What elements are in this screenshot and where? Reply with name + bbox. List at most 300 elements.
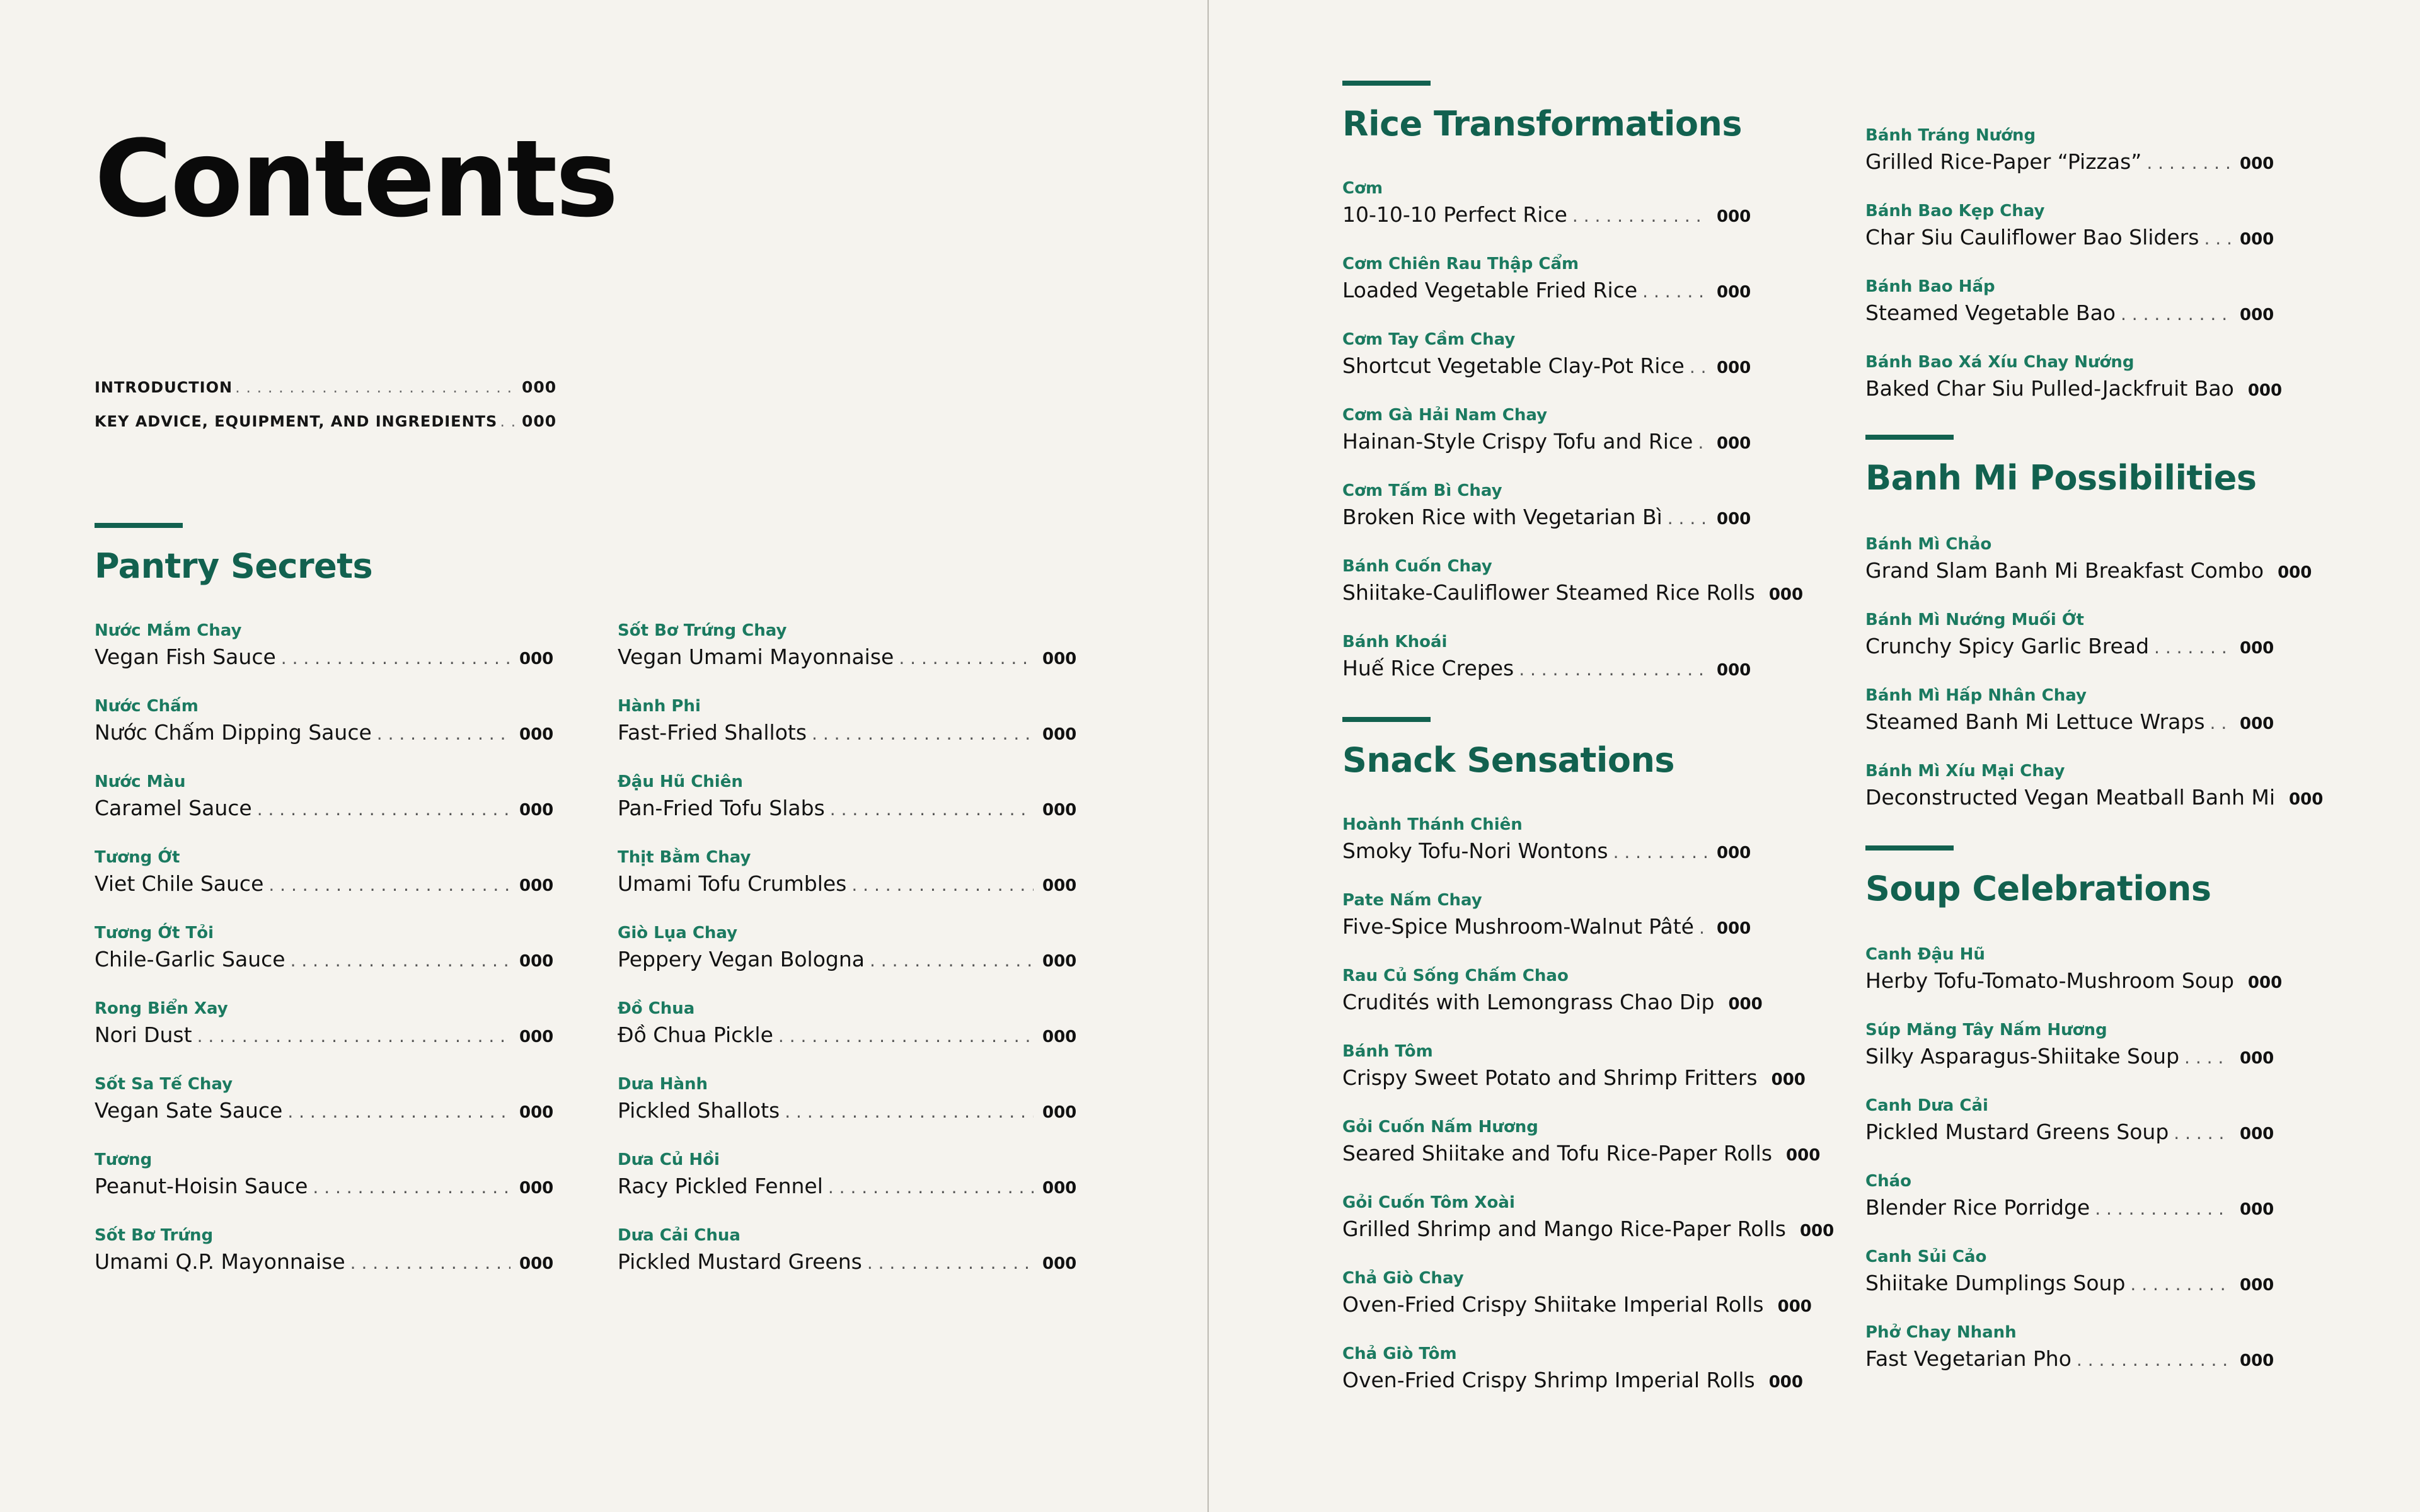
toc-entry[interactable] (618, 1148, 1076, 1223)
page-number: 000 (1717, 358, 1751, 377)
entry-line (1342, 201, 1751, 229)
toc-entry[interactable] (95, 921, 553, 997)
entry-line (1342, 1215, 1835, 1244)
dot-leader (350, 1251, 510, 1275)
toc-entry[interactable] (618, 997, 1076, 1072)
page-number: 000 (1042, 725, 1077, 744)
toc-entry[interactable] (1342, 1115, 1821, 1191)
vietnamese-title: Bánh Bao Kẹp Chay (1865, 202, 2045, 220)
entry-line (1342, 277, 1751, 305)
dot-leader (867, 1251, 1034, 1275)
entry-line (1865, 148, 2274, 176)
section-rule (1342, 717, 1431, 722)
dot-leader (268, 873, 510, 897)
section-soup-celebrations (1865, 845, 2211, 908)
english-title: Huế Rice Crepes (1342, 656, 1514, 680)
vietnamese-title: Hoành Thánh Chiên (1342, 815, 1523, 834)
page-number: 000 (2240, 714, 2274, 733)
toc-entry[interactable] (1342, 813, 1751, 888)
vietnamese-title: Canh Sủi Cảo (1865, 1247, 1987, 1266)
vietnamese-title: Canh Dưa Cải (1865, 1096, 1988, 1115)
dot-leader (830, 798, 1034, 822)
section-title: Snack Sensations (1342, 740, 1675, 780)
entry-line (618, 719, 1076, 747)
english-title: Vegan Fish Sauce (95, 644, 276, 669)
vietnamese-title: Cơm Gà Hải Nam Chay (1342, 406, 1548, 425)
english-title: Smoky Tofu-Nori Wontons (1342, 839, 1608, 863)
entry-line (95, 946, 553, 974)
vietnamese-title: Bánh Mì Nướng Muối Ớt (1865, 610, 2084, 629)
page-number: 000 (519, 876, 554, 895)
page-number: 000 (2240, 1125, 2274, 1143)
dot-leader (828, 1176, 1034, 1200)
toc-entry[interactable] (95, 1072, 553, 1148)
section-title: Pantry Secrets (95, 546, 373, 586)
page-number: 000 (1717, 844, 1751, 862)
section-rule (1865, 435, 1954, 440)
page-number: 000 (519, 1028, 554, 1046)
page-number: 000 (2240, 230, 2274, 249)
toc-entry[interactable] (618, 921, 1076, 997)
entry-line (95, 1248, 553, 1276)
english-title: Umami Q.P. Mayonnaise (95, 1249, 345, 1274)
vietnamese-title: Rau Củ Sống Chấm Chao (1342, 966, 1569, 985)
entry-line (1865, 1118, 2274, 1147)
entry-line (618, 1021, 1076, 1050)
toc-entry[interactable] (618, 694, 1076, 770)
page-number: 000 (2247, 381, 2283, 400)
section-title: Rice Transformations (1342, 104, 1743, 144)
page-number: 000 (1771, 1070, 1806, 1089)
toc-entry[interactable] (1342, 964, 1763, 1040)
english-title: Hainan-Style Crispy Tofu and Rice (1342, 429, 1693, 454)
toc-entry[interactable] (1865, 532, 2312, 608)
english-title: Peanut-Hoisin Sauce (95, 1174, 308, 1198)
dot-leader (2095, 1197, 2231, 1221)
entry-line (618, 1172, 1076, 1201)
english-title: Char Siu Cauliflower Bao Sliders (1865, 225, 2199, 249)
english-title: Peppery Vegan Bologna (618, 947, 865, 971)
vietnamese-title: Cơm (1342, 179, 1383, 198)
entry-line (1342, 988, 1763, 1017)
dot-leader (2146, 151, 2231, 175)
dot-leader (287, 1100, 510, 1124)
toc-entry[interactable] (1865, 350, 2283, 426)
page-number: 000 (1799, 1222, 1835, 1240)
english-title: Pan-Fried Tofu Slabs (618, 796, 825, 820)
vietnamese-title: Bánh Bao Hấp (1865, 277, 1995, 296)
entry-line (1865, 1345, 2274, 1373)
toc-entry[interactable] (1865, 942, 2283, 1018)
vietnamese-title: Sốt Sa Tế Chay (95, 1075, 233, 1094)
toc-entry[interactable] (1342, 252, 1751, 328)
english-title: Pickled Mustard Greens Soup (1865, 1120, 2169, 1144)
vietnamese-title: Gỏi Cuốn Tôm Xoài (1342, 1193, 1515, 1212)
english-title: Đồ Chua Pickle (618, 1022, 773, 1047)
toc-entry[interactable] (1342, 888, 1751, 964)
page-number: 000 (1728, 995, 1763, 1014)
dot-leader (291, 949, 510, 973)
english-title: Five-Spice Mushroom-Walnut Pâté (1342, 914, 1694, 939)
english-title: Umami Tofu Crumbles (618, 871, 847, 896)
vietnamese-title: Sốt Bơ Trứng Chay (618, 621, 787, 640)
vietnamese-title: Bánh Bao Xá Xíu Chay Nướng (1865, 353, 2135, 372)
pantry-column-2 (618, 619, 1076, 1299)
english-title: Herby Tofu-Tomato-Mushroom Soup (1865, 968, 2234, 993)
dot-leader (1698, 431, 1708, 455)
page-number: 000 (1042, 650, 1077, 668)
entry-line (1342, 579, 1804, 607)
toc-entry[interactable] (618, 619, 1076, 694)
toc-entry[interactable] (618, 1223, 1076, 1299)
english-title: Fast Vegetarian Pho (1865, 1346, 2071, 1371)
entry-line (1865, 784, 2324, 812)
section-banh-mi-possibilities (1865, 435, 2257, 498)
english-title: Crunchy Spicy Garlic Bread (1865, 634, 2150, 658)
page-number: 000 (519, 1179, 554, 1198)
entry-line (95, 719, 553, 747)
page-number: 000 (519, 650, 554, 668)
page-number: 000 (519, 1103, 554, 1122)
toc-entry[interactable] (618, 1072, 1076, 1148)
section-title: Soup Celebrations (1865, 869, 2211, 908)
entry-line (1865, 557, 2312, 585)
dot-leader (2210, 711, 2231, 735)
entry-line (1865, 299, 2274, 328)
vietnamese-title: Chả Giò Tôm (1342, 1344, 1457, 1363)
page-number: 000 (1042, 1028, 1077, 1046)
entry-line (1342, 1366, 1803, 1395)
vietnamese-title: Pate Nấm Chay (1342, 891, 1482, 910)
entry-line (618, 946, 1076, 974)
english-title: Caramel Sauce (95, 796, 252, 820)
english-title: Racy Pickled Fennel (618, 1174, 823, 1198)
vietnamese-title: Phở Chay Nhanh (1865, 1323, 2017, 1342)
entry-line (618, 1248, 1076, 1276)
toc-entry[interactable] (95, 619, 553, 694)
page-number: 000 (519, 952, 554, 971)
page-number: 000 (1777, 1297, 1812, 1316)
dot-leader (1699, 916, 1708, 940)
vietnamese-title: Gỏi Cuốn Nấm Hương (1342, 1118, 1538, 1137)
dot-leader (899, 646, 1034, 670)
dot-leader (377, 722, 510, 746)
dot-leader (1690, 355, 1708, 379)
page-number: 000 (1768, 585, 1804, 604)
page-number: 000 (1786, 1146, 1821, 1165)
toc-entry[interactable] (95, 1223, 553, 1299)
section-rule (1342, 81, 1431, 86)
dot-leader (2204, 227, 2231, 251)
pantry-column-1 (95, 619, 553, 1299)
page-number: 000 (1717, 661, 1751, 680)
dot-leader (851, 873, 1034, 897)
entry-line (95, 1172, 553, 1201)
english-title: Baked Char Siu Pulled-Jackfruit Bao (1865, 376, 2234, 401)
entry-line (95, 794, 553, 823)
toc-entry[interactable] (1865, 759, 2324, 835)
dot-leader (197, 1024, 510, 1048)
english-title: Steamed Banh Mi Lettuce Wraps (1865, 709, 2205, 734)
page-number: 000 (522, 412, 557, 430)
vietnamese-title: Cơm Tấm Bì Chay (1342, 481, 1502, 500)
english-title: Vegan Sate Sauce (95, 1098, 283, 1123)
vietnamese-title: Tương Ớt Tỏi (95, 924, 214, 942)
toc-entry[interactable] (95, 845, 553, 921)
page-number: 000 (1042, 1103, 1077, 1122)
page-number: 000 (1717, 919, 1751, 938)
section-rule (1865, 845, 1954, 850)
front-matter-label: INTRODUCTION (95, 379, 233, 396)
english-title: Grilled Rice-Paper “Pizzas” (1865, 149, 2142, 174)
entry-line (1342, 428, 1751, 456)
toc-entry[interactable] (1342, 403, 1751, 479)
entry-line (618, 870, 1076, 898)
toc-entry[interactable] (1342, 554, 1804, 630)
english-title: Deconstructed Vegan Meatball Banh Mi (1865, 785, 2276, 810)
dot-leader (257, 798, 510, 822)
dot-leader (2130, 1273, 2231, 1297)
right-page (1210, 0, 2420, 1512)
dot-leader (1572, 204, 1708, 228)
vietnamese-title: Giò Lụa Chay (618, 924, 738, 942)
contents-title: Contents (95, 117, 617, 241)
dot-leader (2121, 302, 2231, 326)
soup-entries (1865, 942, 2283, 1396)
entry-line (1342, 1064, 1806, 1092)
english-title: Crispy Sweet Potato and Shrimp Fritters (1342, 1065, 1758, 1090)
toc-entry[interactable] (1865, 123, 2274, 199)
entry-line (95, 870, 553, 898)
page-number: 000 (519, 1254, 554, 1273)
vietnamese-title: Dưa Củ Hồi (618, 1150, 720, 1169)
entry-line (1865, 967, 2283, 995)
dot-leader (281, 646, 510, 670)
page-number: 000 (2247, 973, 2283, 992)
vietnamese-title: Nước Mắm Chay (95, 621, 242, 640)
vietnamese-title: Thịt Bằm Chay (618, 848, 751, 867)
vietnamese-title: Canh Đậu Hũ (1865, 945, 1985, 964)
page-number: 000 (519, 801, 554, 820)
entry-line (1342, 1291, 1812, 1319)
page-number: 000 (1042, 801, 1077, 820)
entry-line (95, 643, 553, 672)
vietnamese-title: Nước Màu (95, 772, 186, 791)
english-title: Fast-Fried Shallots (618, 720, 807, 745)
banh-entries (1865, 123, 2283, 426)
toc-entry[interactable] (1342, 176, 1751, 252)
dot-leader (870, 949, 1034, 973)
vietnamese-title: Tương (95, 1150, 153, 1169)
entry-line (1865, 375, 2283, 403)
toc-entry[interactable] (1342, 479, 1751, 554)
vietnamese-title: Hành Phi (618, 697, 701, 716)
english-title: Blender Rice Porridge (1865, 1195, 2090, 1220)
toc-entry[interactable] (1865, 199, 2274, 275)
vietnamese-title: Rong Biển Xay (95, 999, 228, 1018)
english-title: Vegan Umami Mayonnaise (618, 644, 894, 669)
dot-leader (1642, 280, 1708, 304)
vietnamese-title: Bánh Tôm (1342, 1042, 1433, 1061)
vietnamese-title: Tương Ớt (95, 848, 180, 867)
english-title: Nori Dust (95, 1022, 192, 1047)
english-title: Broken Rice with Vegetarian Bì (1342, 505, 1662, 529)
page-number: 000 (522, 378, 557, 396)
english-title: 10-10-10 Perfect Rice (1342, 202, 1567, 227)
entry-line (1865, 1043, 2274, 1071)
dot-leader (1613, 840, 1708, 864)
vietnamese-title: Bánh Mì Xíu Mại Chay (1865, 762, 2065, 781)
entry-line (1865, 1269, 2274, 1298)
toc-entry[interactable] (95, 694, 553, 770)
front-matter-list (95, 378, 555, 446)
english-title: Chile-Garlic Sauce (95, 947, 285, 971)
page-number: 000 (1717, 283, 1751, 302)
toc-entry[interactable] (1342, 328, 1751, 403)
toc-entry[interactable] (618, 845, 1076, 921)
english-title: Steamed Vegetable Bao (1865, 301, 2116, 325)
dot-leader (2154, 636, 2231, 660)
entry-line (618, 643, 1076, 672)
english-title: Oven-Fried Crispy Shiitake Imperial Rolls (1342, 1292, 1764, 1317)
entry-line (95, 1097, 553, 1125)
toc-entry[interactable] (95, 770, 553, 845)
vietnamese-title: Bánh Mì Hấp Nhân Chay (1865, 686, 2087, 705)
page-number: 000 (1717, 434, 1751, 453)
page-number: 000 (2240, 1351, 2274, 1370)
toc-entry[interactable] (1865, 608, 2274, 684)
snack-entries (1342, 813, 1835, 1418)
front-matter-label: KEY ADVICE, EQUIPMENT, AND INGREDIENTS (95, 413, 498, 430)
page-number: 000 (1717, 207, 1751, 226)
page-number: 000 (2240, 1200, 2274, 1219)
vietnamese-title: Bánh Khoái (1342, 633, 1448, 651)
english-title: Grand Slam Banh Mi Breakfast Combo (1865, 558, 2264, 583)
english-title: Shiitake Dumplings Soup (1865, 1271, 2126, 1295)
toc-entry[interactable] (1865, 275, 2274, 350)
vietnamese-title: Bánh Tráng Nướng (1865, 126, 2036, 145)
english-title: Nước Chấm Dipping Sauce (95, 720, 372, 745)
section-pantry-secrets (95, 523, 372, 586)
toc-entry[interactable] (95, 997, 553, 1072)
toc-entry[interactable] (1865, 1245, 2274, 1320)
entry-line (1865, 1194, 2274, 1222)
entry-line (1342, 837, 1751, 866)
toc-entry[interactable] (1865, 1094, 2274, 1169)
entry-line (1342, 503, 1751, 532)
dot-leader (2077, 1348, 2231, 1372)
vietnamese-title: Dưa Hành (618, 1075, 708, 1094)
vietnamese-title: Súp Măng Tây Nấm Hương (1865, 1021, 2107, 1040)
entry-line (1865, 633, 2274, 661)
dot-leader (785, 1100, 1034, 1124)
dot-leader (1519, 658, 1708, 682)
english-title: Seared Shiitake and Tofu Rice-Paper Rolls (1342, 1141, 1773, 1166)
page-number: 000 (2240, 154, 2274, 173)
english-title: Silky Asparagus-Shiitake Soup (1865, 1044, 2180, 1068)
vietnamese-title: Cơm Tay Cầm Chay (1342, 330, 1516, 349)
front-matter-row[interactable] (95, 412, 555, 446)
dot-leader (812, 722, 1034, 746)
toc-entry[interactable] (1342, 1342, 1803, 1418)
section-rice-transformations (1342, 81, 1742, 144)
entry-line (1342, 655, 1751, 683)
page-number: 000 (2240, 1049, 2274, 1068)
vietnamese-title: Bánh Mì Chảo (1865, 535, 1992, 554)
english-title: Oven-Fried Crispy Shrimp Imperial Rolls (1342, 1368, 1755, 1392)
page-number: 000 (1717, 510, 1751, 529)
toc-entry[interactable] (1865, 684, 2274, 759)
english-title: Viet Chile Sauce (95, 871, 264, 896)
banh-mi-entries (1865, 532, 2324, 835)
english-title: Pickled Mustard Greens (618, 1249, 862, 1274)
toc-entry[interactable] (1865, 1018, 2274, 1094)
page-number: 000 (1042, 1179, 1077, 1198)
vietnamese-title: Sốt Bơ Trứng (95, 1226, 214, 1245)
toc-entry[interactable] (1865, 1169, 2274, 1245)
english-title: Grilled Shrimp and Mango Rice-Paper Rolls (1342, 1217, 1786, 1241)
page-number: 000 (2240, 639, 2274, 658)
entry-line (618, 794, 1076, 823)
english-title: Crudités with Lemongrass Chao Dip (1342, 990, 1715, 1014)
entry-line (1865, 224, 2274, 252)
dot-leader (2174, 1121, 2231, 1145)
page-number: 000 (1768, 1373, 1803, 1392)
toc-entry[interactable] (1865, 1320, 2274, 1396)
vietnamese-title: Dưa Cải Chua (618, 1226, 740, 1245)
toc-entry[interactable] (1342, 1191, 1835, 1266)
entry-line (1342, 352, 1751, 381)
entry-line (1342, 913, 1751, 941)
rice-entries (1342, 176, 1804, 706)
vietnamese-title: Đồ Chua (618, 999, 695, 1018)
dot-leader (235, 379, 514, 396)
toc-entry[interactable] (618, 770, 1076, 845)
vietnamese-title: Đậu Hũ Chiên (618, 772, 743, 791)
page-number: 000 (2240, 1276, 2274, 1295)
dot-leader (778, 1024, 1034, 1048)
vietnamese-title: Chả Giò Chay (1342, 1269, 1464, 1288)
page-number: 000 (2289, 790, 2324, 809)
entry-line (95, 1021, 553, 1050)
page-number: 000 (1042, 876, 1077, 895)
page-number: 000 (2278, 563, 2312, 582)
dot-leader (500, 413, 514, 430)
entry-line (1342, 1140, 1821, 1168)
section-rule (95, 523, 183, 528)
toc-entry[interactable] (1342, 1266, 1812, 1342)
english-title: Shiitake-Cauliflower Steamed Rice Rolls (1342, 580, 1755, 605)
english-title: Loaded Vegetable Fried Rice (1342, 278, 1638, 302)
vietnamese-title: Cơm Chiên Rau Thập Cẩm (1342, 255, 1579, 273)
toc-entry[interactable] (1342, 630, 1751, 706)
section-snack-sensations (1342, 717, 1674, 780)
vietnamese-title: Cháo (1865, 1172, 1911, 1191)
page-number: 000 (519, 725, 554, 744)
entry-line (1865, 708, 2274, 736)
front-matter-row[interactable] (95, 378, 555, 412)
toc-entry[interactable] (1342, 1040, 1806, 1115)
dot-leader (313, 1176, 510, 1200)
english-title: Shortcut Vegetable Clay-Pot Rice (1342, 353, 1685, 378)
dot-leader (1668, 507, 1708, 530)
section-title: Banh Mi Possibilities (1865, 458, 2257, 498)
page-number: 000 (1042, 1254, 1077, 1273)
entry-line (618, 1097, 1076, 1125)
toc-entry[interactable] (95, 1148, 553, 1223)
page-number: 000 (1042, 952, 1077, 971)
vietnamese-title: Bánh Cuốn Chay (1342, 557, 1492, 576)
